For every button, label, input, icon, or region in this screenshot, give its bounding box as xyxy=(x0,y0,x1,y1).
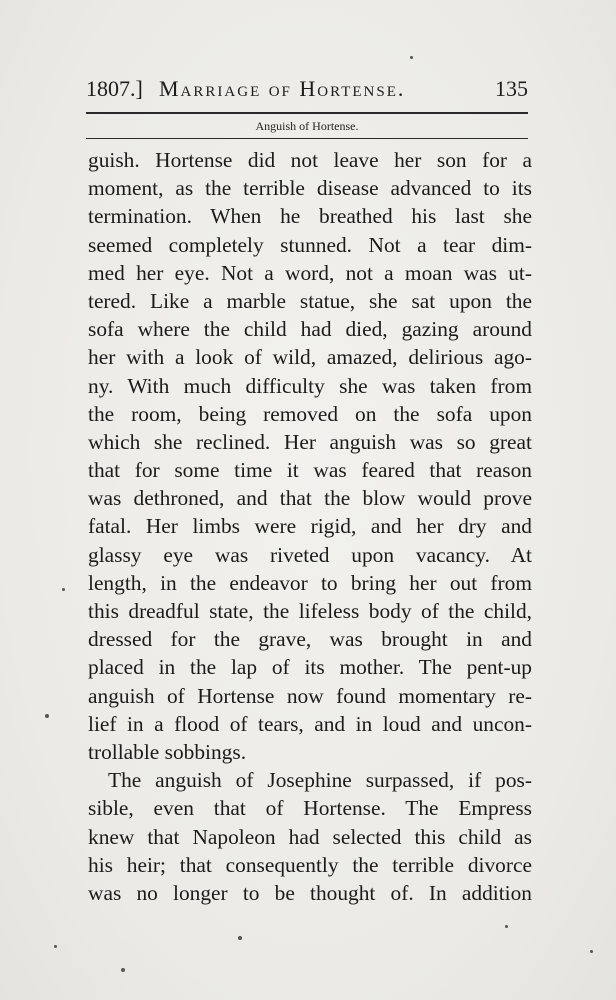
paper-speck xyxy=(45,714,49,718)
text-line: med her eye. Not a word, not a moan was ut- xyxy=(88,260,532,285)
text-line: this dreadful state, the lifeless body of the child, xyxy=(88,599,532,623)
text-line: sible, even that of Hortense. The Empress xyxy=(88,796,532,821)
text-line: that for some time it was feared that reason xyxy=(88,458,532,483)
text-line: length, in the endeavor to bring her out from xyxy=(88,570,532,595)
text-line: was no longer to be thought of. In addition xyxy=(88,880,532,905)
text-line: lief in a flood of tears, and in loud and uncon- xyxy=(88,711,532,736)
running-head-year: 1807.] xyxy=(86,76,143,101)
paper-speck xyxy=(54,945,57,948)
section-subhead: Anguish of Hortense. xyxy=(255,119,359,133)
text-line: seemed completely stunned. Not a tear dim- xyxy=(88,232,532,257)
paper-speck xyxy=(590,950,593,953)
text-line: The anguish of Josephine surpassed, if pos- xyxy=(108,768,532,793)
text-line: guish. Hortense did not leave her son for a xyxy=(88,148,532,172)
text-line: ny. With much difficulty she was taken from xyxy=(88,373,532,398)
text-line: glassy eye was riveted upon vacancy. At xyxy=(88,542,532,567)
text-line: the room, being removed on the sofa upon xyxy=(88,401,532,426)
text-line: tered. Like a marble statue, she sat upon the xyxy=(88,288,532,313)
text-line: placed in the lap of its mother. The pent-up xyxy=(88,655,532,680)
body-text xyxy=(88,146,532,907)
text-line: termination. When he breathed his last she xyxy=(88,204,532,229)
text-line: was dethroned, and that the blow would prove xyxy=(88,486,532,511)
paper-speck xyxy=(238,936,242,940)
paper-speck xyxy=(410,56,413,59)
text-line: moment, as the terrible disease advanced to its xyxy=(88,176,532,201)
running-head xyxy=(86,76,528,106)
paper-speck xyxy=(121,968,125,972)
text-line: sofa where the child had died, gazing around xyxy=(88,317,532,342)
text-line: knew that Napoleon had selected this child as xyxy=(88,824,532,849)
header-rule-top xyxy=(86,112,528,114)
text-line: dressed for the grave, was brought in and xyxy=(88,627,532,652)
text-line: fatal. Her limbs were rigid, and her dry and xyxy=(88,514,532,539)
text-line: which she reclined. Her anguish was so great xyxy=(88,429,532,454)
page-number: 135 xyxy=(495,76,528,101)
text-line: her with a look of wild, amazed, delirious ago- xyxy=(88,345,532,370)
header-rule-bottom xyxy=(86,138,528,139)
running-head-title: Marriage of Hortense. xyxy=(159,76,406,101)
paper-speck xyxy=(505,925,508,928)
paper-speck xyxy=(62,588,65,591)
text-line: his heir; that consequently the terrible divorce xyxy=(88,852,532,877)
text-line: trollable sobbings. xyxy=(88,739,247,764)
text-line: anguish of Hortense now found momentary re- xyxy=(88,683,532,708)
